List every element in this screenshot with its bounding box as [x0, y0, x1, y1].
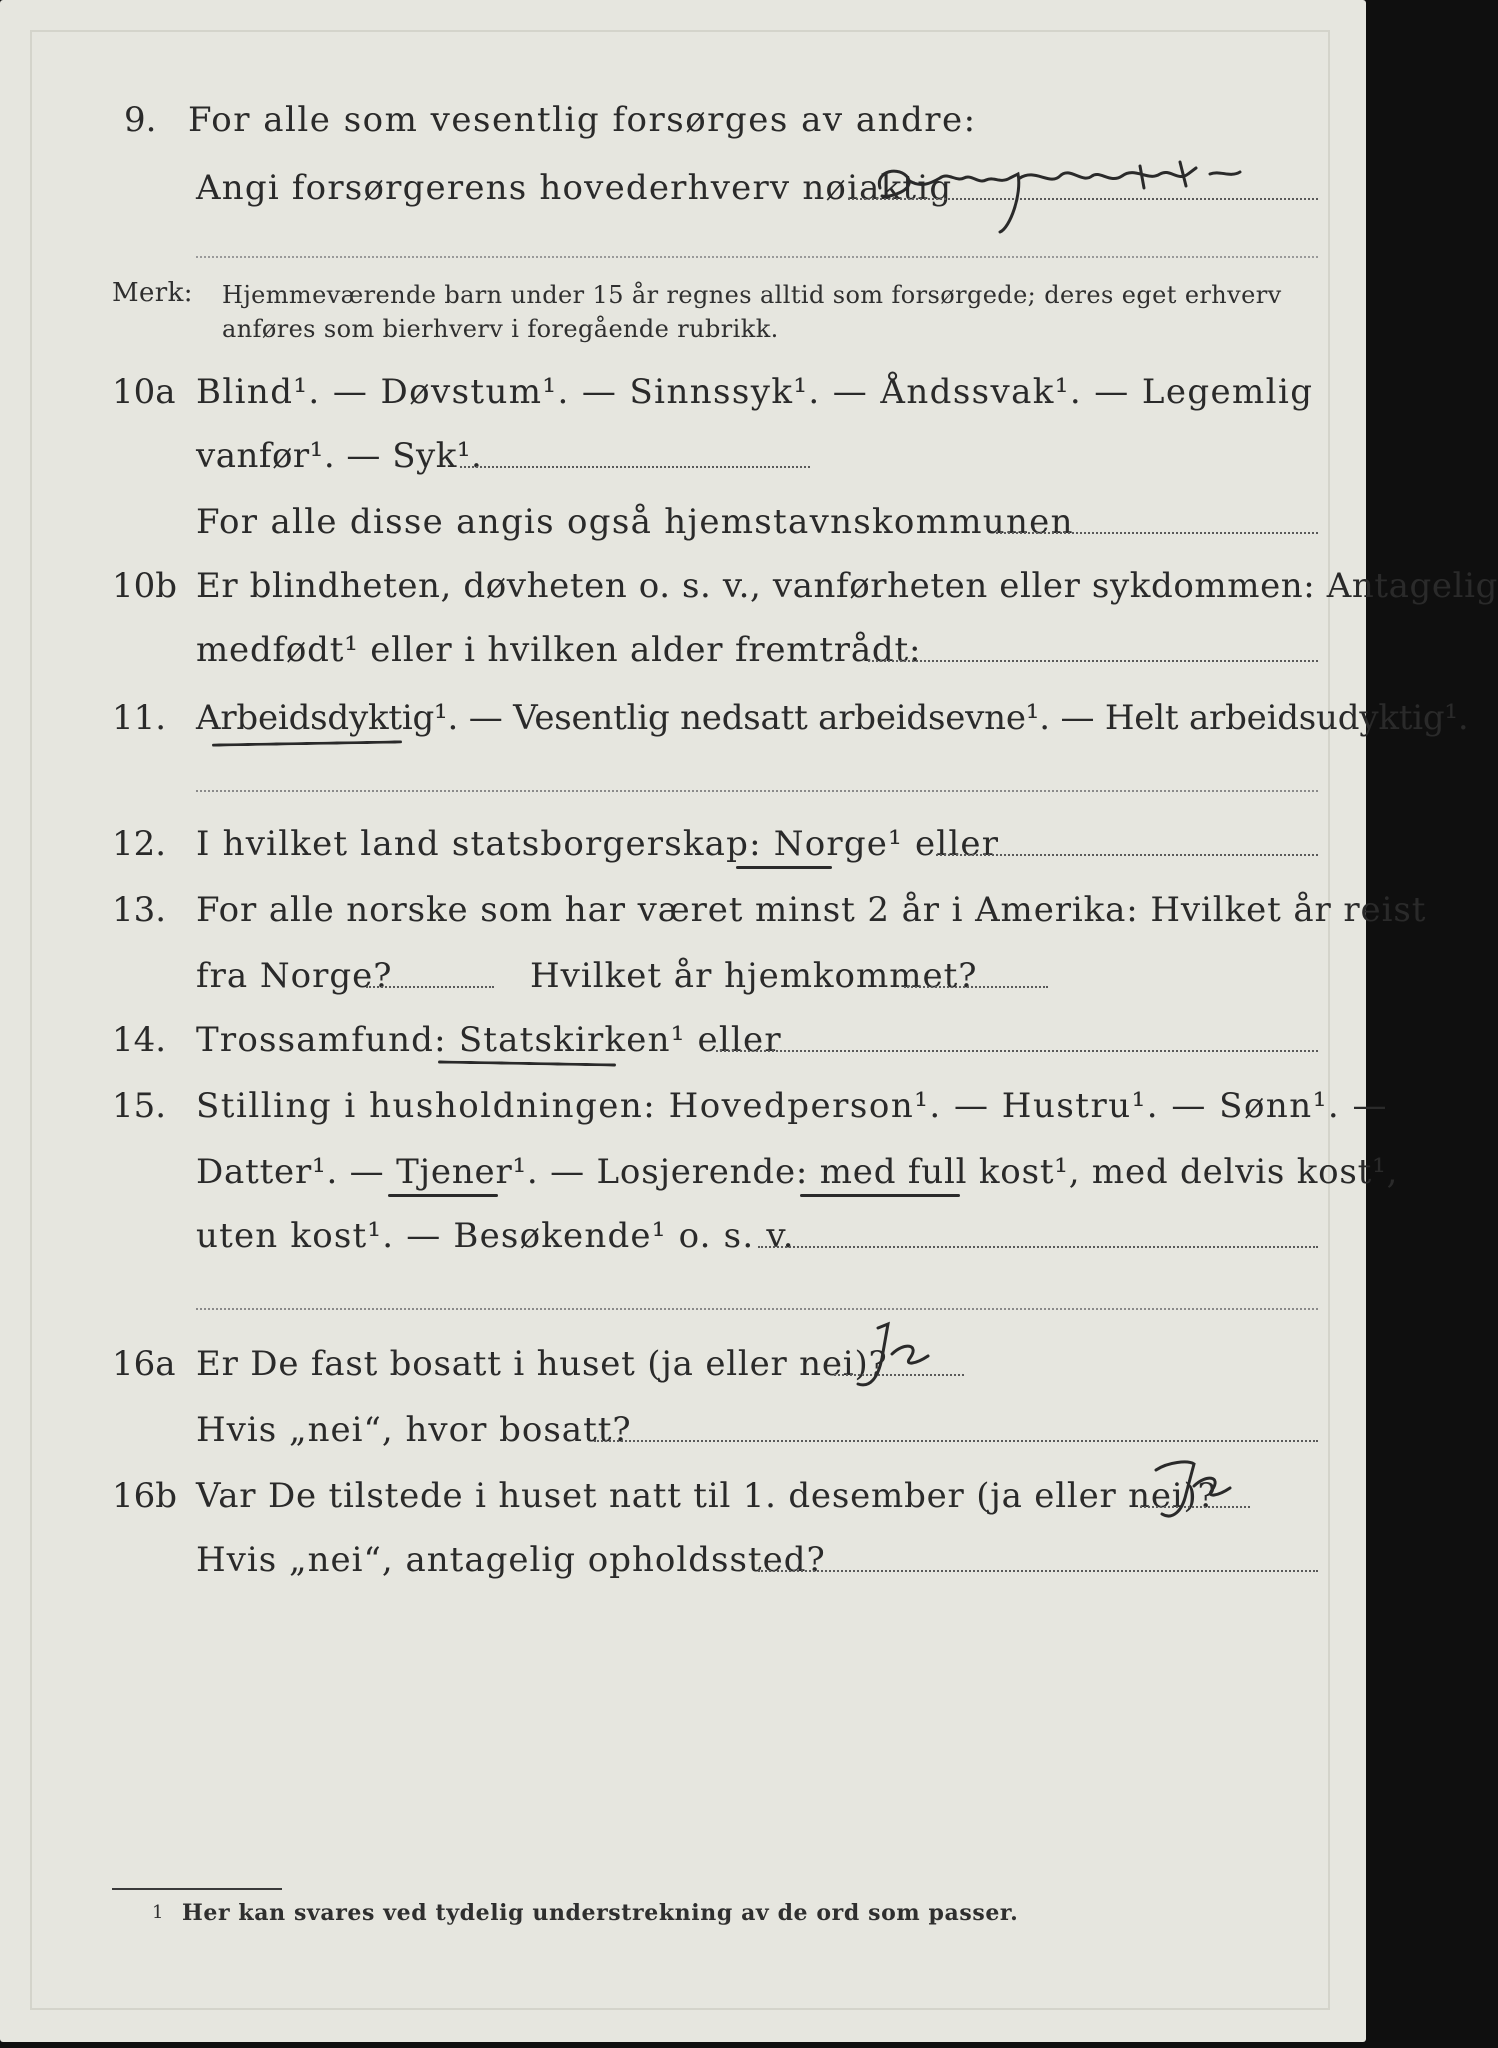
q16b-handwritten-answer	[1148, 1450, 1268, 1530]
q12-answer-line	[936, 854, 1318, 856]
q11-extra-line	[196, 790, 1318, 792]
q9-handwritten-answer	[860, 148, 1260, 238]
q13-reist-line	[366, 986, 494, 988]
footnote-mark: 1	[152, 1902, 164, 1923]
q16a-line-2: Hvis „nei“, hvor bosatt?	[196, 1410, 632, 1450]
q13-line-2a: fra Norge?	[196, 956, 393, 996]
q12-underline-norge	[736, 866, 832, 869]
q15-underline-med-full-kost	[800, 1194, 960, 1197]
q14-answer-line	[716, 1050, 1318, 1052]
q13-hjemkommet-line	[904, 986, 1048, 988]
merk-label: Merk:	[112, 278, 193, 308]
q15-answer-line	[758, 1246, 1318, 1248]
footnote-text: Her kan svares ved tydelig understrekning av de ord som passer.	[182, 1900, 1019, 1926]
q11-line-1: Arbeidsdyktig¹. — Vesentlig nedsatt arbeidsevne¹. — Helt arbeidsudyktig¹.	[196, 698, 1469, 738]
q16a-bosatt-line	[594, 1440, 1318, 1442]
q10a-line-2: vanfør¹. — Syk¹.	[196, 436, 483, 476]
q10a-answer-line	[460, 466, 810, 468]
q16b-line-1: Var De tilstede i huset natt til 1. desember (ja eller nei)?	[196, 1476, 1217, 1516]
q11-underline-arbeidsdyktig	[212, 740, 402, 746]
q16a-handwritten-answer	[848, 1318, 968, 1398]
q16a-number: 16a	[112, 1344, 176, 1384]
q15-line-1: Stilling i husholdningen: Hovedperson¹. — Hustru¹. — Sønn¹. —	[196, 1086, 1388, 1126]
q10a-line-1: Blind¹. — Døvstum¹. — Sinnssyk¹. — Åndssvak¹. — Legemlig	[196, 372, 1314, 412]
q14-line-1: Trossamfund: Statskirken¹ eller	[196, 1020, 782, 1060]
q16b-number: 16b	[112, 1476, 178, 1516]
q15-extra-line	[196, 1308, 1318, 1310]
q10b-line-2: medfødt¹ eller i hvilken alder fremtrådt:	[196, 630, 922, 670]
q9-extra-line	[196, 256, 1318, 258]
q9-line-1: For alle som vesentlig forsørges av andre:	[188, 100, 977, 140]
merk-line-1: Hjemmeværende barn under 15 år regnes alltid som forsørgede; deres eget erhverv	[222, 281, 1282, 309]
q14-underline-statskirken	[438, 1060, 616, 1066]
q12-number: 12.	[112, 824, 167, 864]
q15-number: 15.	[112, 1086, 167, 1126]
q16b-opholdssted-line	[758, 1570, 1318, 1572]
q10a-number: 10a	[112, 372, 176, 412]
q11-number: 11.	[112, 698, 167, 738]
q13-number: 13.	[112, 890, 167, 930]
q14-number: 14.	[112, 1020, 167, 1060]
q13-line-1: For alle norske som har været minst 2 år i Amerika: Hvilket år reist	[196, 890, 1427, 930]
q16a-line-1: Er De fast bosatt i huset (ja eller nei)?	[196, 1344, 888, 1384]
q16b-line-2: Hvis „nei“, antagelig opholdssted?	[196, 1540, 826, 1580]
footnote-rule	[112, 1888, 282, 1890]
q12-line-1: I hvilket land statsborgerskap: Norge¹ eller	[196, 824, 1000, 864]
q10b-line-1: Er blindheten, døvheten o. s. v., vanførheten eller sykdommen: Antagelig	[196, 566, 1498, 606]
merk-line-2: anføres som bierhverv i foregående rubrikk.	[222, 315, 779, 343]
q10a-line-3: For alle disse angis også hjemstavnskommunen	[196, 502, 1074, 542]
q15-line-3: uten kost¹. — Besøkende¹ o. s. v.	[196, 1216, 795, 1256]
q10b-number: 10b	[112, 566, 178, 606]
q15-line-2: Datter¹. — Tjener¹. — Losjerende: med full kost¹, med delvis kost¹,	[196, 1152, 1399, 1192]
q10a-home-line	[996, 532, 1318, 534]
q9-number: 9.	[124, 100, 157, 140]
q10b-answer-line	[868, 660, 1318, 662]
q13-line-2b: Hvilket år hjemkommet?	[530, 956, 978, 996]
q15-underline-tjener	[388, 1194, 498, 1197]
q9-line-2: Angi forsørgerens hovederhverv nøiaktig	[196, 168, 953, 208]
